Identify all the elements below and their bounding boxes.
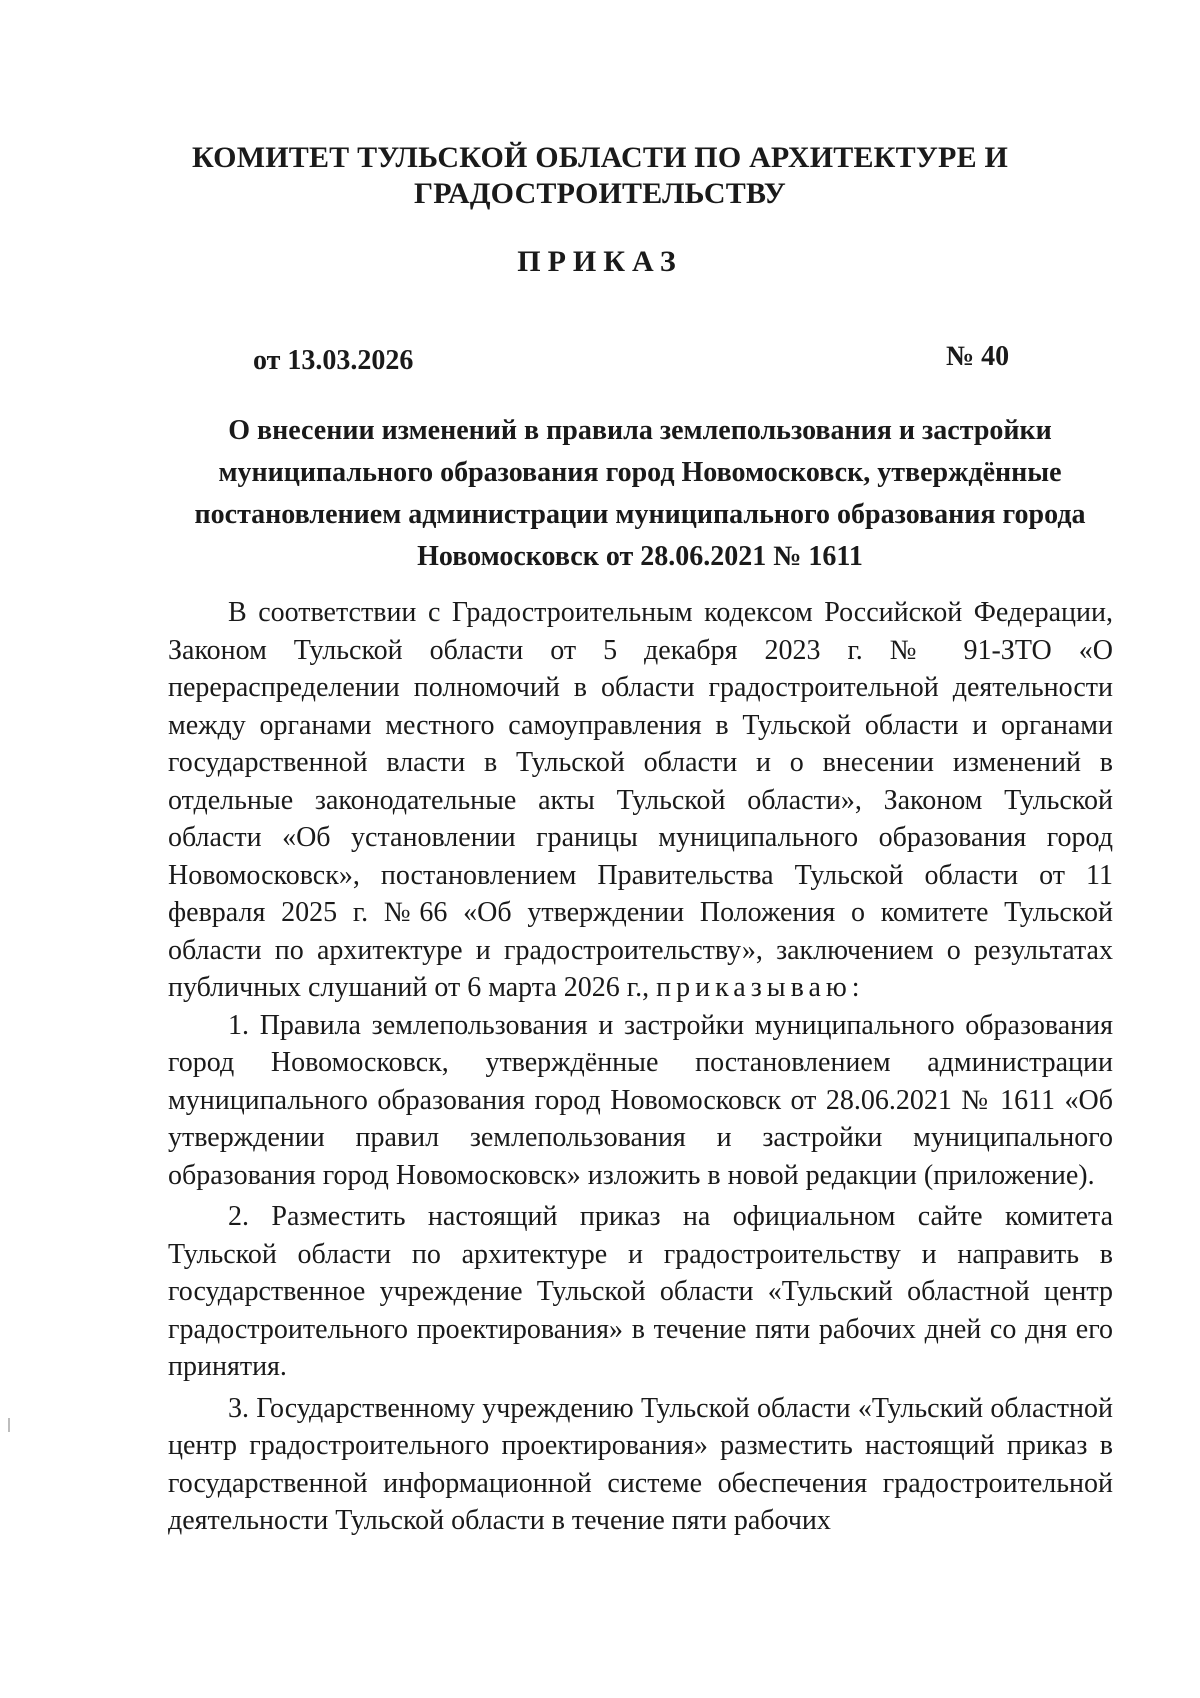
subject-line-1: О внесении изменений в правила землепользования и застройки — [228, 415, 1052, 446]
organization-title-line-1: КОМИТЕТ ТУЛЬСКОЙ ОБЛАСТИ ПО АРХИТЕКТУРЕ И — [191, 141, 1009, 174]
item-1-paragraph: 1. Правила землепользования и застройки муниципального образования город Новомосковск, утверждённые постановлением администрации муниципального образования город Новомосковск от 28.06.2021 № 1611 «Об утверждении правил землепользования и застройки муниципального образования город Новомосковск» изложить в новой редакции (приложение). — [168, 1009, 1113, 1191]
scan-margin-mark — [8, 1418, 10, 1432]
document-subject — [170, 410, 1110, 578]
document-date: от 13.03.2026 — [253, 345, 414, 376]
organization-title-line-2: ГРАДОСТРОИТЕЛЬСТВУ — [413, 177, 786, 210]
subject-line-4: Новомосковск от 28.06.2021 № 1611 — [417, 541, 863, 572]
preamble-text: В соответствии с Градостроительным кодексом Российской Федерации, Законом Тульской области от 5 декабря 2023 г. № 91-ЗТО «О перераспределении полномочий в области градостроительной деятельности между органами местного самоуправления в Тульской области и органами государственной власти в Тульской области и о внесении изменений в отдельные законодательные акты Тульской области», Законом Тульской области «Об установлении границы муниципального образования город Новомосковск», постановлением Правительства Тульской области от 11 февраля 2025 г. №66 «Об утверждении Положения о комитете Тульской области по архитектуре и градостроительству», заключением о результатах публичных слушаний от 6 марта 2026 г., — [168, 597, 1113, 1003]
item-3-paragraph: 3. Государственному учреждению Тульской области «Тульский областной центр градостроительного проектирования» разместить настоящий приказ в государственной информационной системе обеспечения градостроительной деятельности Тульской области в течение пяти рабочих — [168, 1392, 1113, 1536]
preamble-paragraph — [168, 594, 1113, 1007]
document-type: ПРИКАЗ — [517, 245, 683, 278]
document-body — [168, 594, 1113, 1540]
document-number: № 40 — [946, 341, 1010, 372]
organization-title — [0, 140, 1200, 212]
subject-line-3: постановлением администрации муниципального образования города — [194, 499, 1086, 530]
subject-line-2: муниципального образования город Новомосковск, утверждённые — [218, 457, 1062, 488]
item-2-paragraph: 2. Разместить настоящий приказ на официальном сайте комитета Тульской области по архитектуре и градостроительству и направить в государственное учреждение Тульской области «Тульский областной центр градостроительного проектирования» в течение пяти рабочих дней со дня его принятия. — [168, 1201, 1113, 1382]
order-word: приказываю: — [656, 972, 865, 1003]
